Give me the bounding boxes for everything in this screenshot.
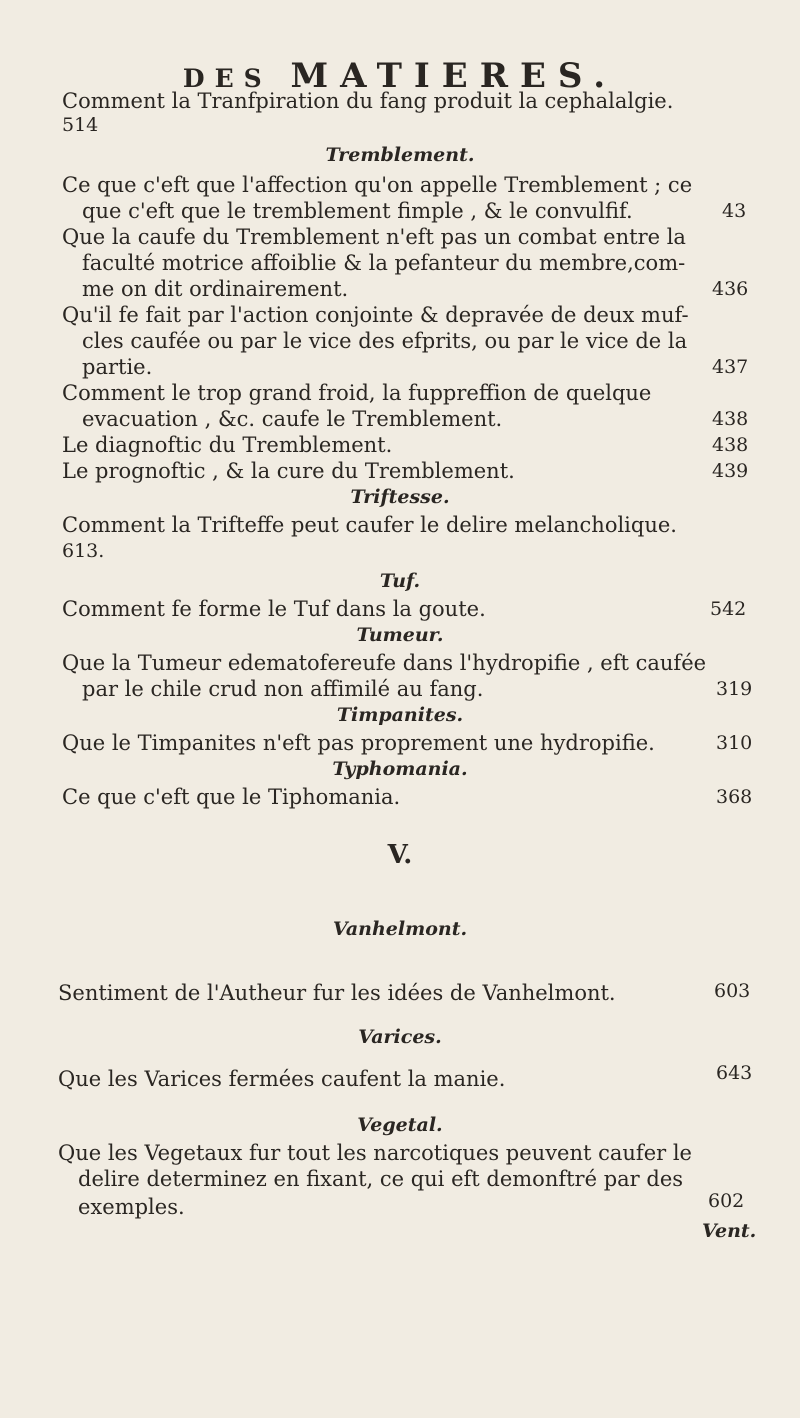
- index-entry: Que le Timpanites n'eft pas proprement une hydropifie.: [62, 731, 655, 755]
- page-ref: 602: [708, 1190, 745, 1212]
- index-entry: Le diagnoftic du Tremblement.: [62, 433, 393, 457]
- catchword: Vent.: [702, 1220, 757, 1242]
- index-entry: Comment la Tranfpiration du fang produit la cephalalgie.: [62, 89, 674, 113]
- page-ref: 436: [712, 278, 749, 300]
- index-entry: Que les Varices fermées caufent la manie.: [58, 1067, 506, 1091]
- page-ref: 310: [716, 732, 753, 754]
- index-entry: delire determinez en fixant, ce qui eft demonftré par des: [78, 1167, 684, 1191]
- page-ref: 437: [712, 356, 749, 378]
- page-ref: 438: [712, 408, 749, 430]
- index-entry: Comment la Trifteffe peut caufer le delire melancholique.: [62, 513, 677, 537]
- index-entry: Sentiment de l'Autheur fur les idées de Vanhelmont.: [58, 981, 616, 1005]
- page-ref: 514: [62, 114, 99, 136]
- running-title-main: MATIERES.: [290, 56, 618, 96]
- index-entry: evacuation , &c. caufe le Tremblement.: [82, 407, 503, 431]
- index-entry: que c'eft que le tremblement fimple , & le convulfif.: [82, 199, 633, 223]
- page-ref: 439: [712, 460, 749, 482]
- index-entry: Comment fe forme le Tuf dans la goute.: [62, 597, 486, 621]
- index-entry: Ce que c'eft que le Tiphomania.: [62, 785, 401, 809]
- letter-heading: V.: [387, 840, 413, 870]
- index-entry: par le chile crud non affimilé au fang.: [82, 677, 484, 701]
- index-entry: Que les Vegetaux fur tout les narcotiques peuvent caufer le: [58, 1141, 692, 1165]
- section-heading-vanhelmont: Vanhelmont.: [332, 918, 468, 940]
- section-heading-triftesse: Triftesse.: [350, 486, 450, 508]
- section-heading-varices: Varices.: [358, 1026, 442, 1048]
- page-ref: 542: [710, 598, 747, 620]
- index-entry: exemples.: [78, 1195, 185, 1219]
- index-entry: Que la caufe du Tremblement n'eft pas un combat entre la: [62, 225, 686, 249]
- section-heading-vegetal: Vegetal.: [357, 1114, 443, 1136]
- page-ref: 368: [716, 786, 753, 808]
- index-entry: cles caufée ou par le vice des efprits, ou par le vice de la: [82, 329, 688, 353]
- section-heading-tremblement: Tremblement.: [325, 144, 475, 166]
- index-entry: Le prognoftic , & la cure du Tremblement.: [62, 459, 515, 483]
- page-ref: 438: [712, 434, 749, 456]
- section-heading-typhomania: Typhomania.: [332, 758, 468, 780]
- page-ref: 643: [716, 1062, 753, 1084]
- index-entry: Ce que c'eft que l'affection qu'on appelle Tremblement ; ce: [62, 173, 693, 197]
- index-entry: faculté motrice affoiblie & la pefanteur du membre,com-: [82, 251, 686, 275]
- index-entry: Comment le trop grand froid, la fuppreffion de quelque: [62, 381, 652, 405]
- index-entry: me on dit ordinairement.: [82, 277, 349, 301]
- page-ref: 613.: [62, 540, 105, 562]
- running-title-prefix: DES: [182, 64, 272, 93]
- page-ref: 603: [714, 980, 751, 1002]
- index-entry: partie.: [82, 355, 153, 379]
- index-entry: Qu'il fe fait par l'action conjointe & depravée de deux muf-: [62, 303, 689, 327]
- page-ref: 43: [722, 200, 747, 222]
- section-heading-tumeur: Tumeur.: [356, 624, 444, 646]
- page-ref: 319: [716, 678, 753, 700]
- section-heading-timpanites: Timpanites.: [336, 704, 464, 726]
- section-heading-tuf: Tuf.: [379, 570, 421, 592]
- index-entry: Que la Tumeur edematofereufe dans l'hydropifie , eft caufée: [62, 651, 707, 675]
